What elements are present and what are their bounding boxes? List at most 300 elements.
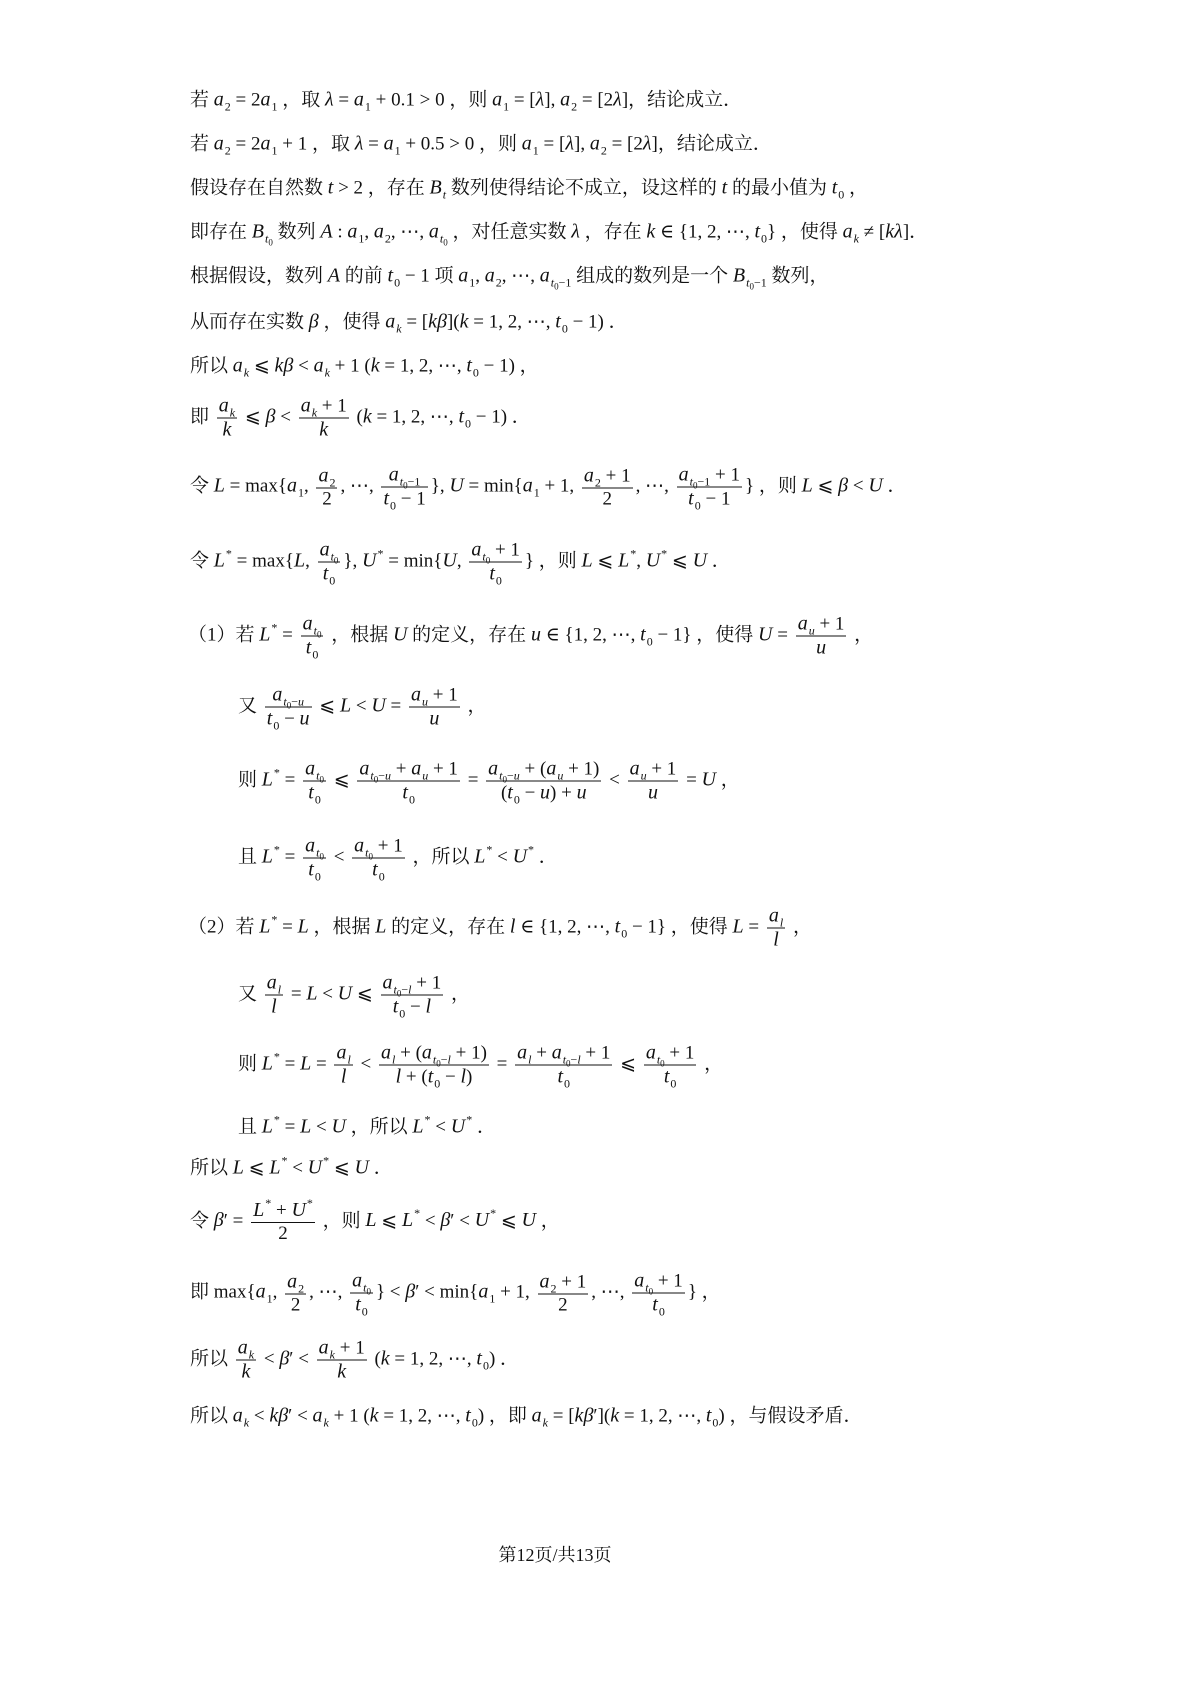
subscript: 0 <box>485 555 491 566</box>
math-symbol <box>557 1065 571 1091</box>
math-variable: k <box>323 1415 329 1430</box>
superscript: * <box>271 620 278 635</box>
text-run: < <box>420 1210 441 1232</box>
math-symbol <box>429 709 439 730</box>
text-run: ⩽ <box>667 550 693 572</box>
math-symbol <box>842 220 859 246</box>
superscript: * <box>273 765 280 780</box>
math-variable: L <box>269 1156 281 1179</box>
subscript: 0 <box>495 573 502 588</box>
math-variable: u <box>808 623 815 638</box>
math-variable: a <box>531 1404 542 1427</box>
fraction <box>334 1042 352 1089</box>
math-variable: t <box>754 220 761 243</box>
math-variable: t <box>387 264 394 287</box>
text-run: , <box>303 475 314 497</box>
math-symbol <box>758 624 772 645</box>
math-symbol <box>309 312 319 333</box>
fraction <box>486 758 601 805</box>
math-variable: L <box>412 1115 424 1138</box>
math-variable: u <box>385 768 391 783</box>
subscript: 2 <box>384 231 391 246</box>
math-variable: L <box>375 915 387 938</box>
math-symbol <box>370 1406 379 1427</box>
fraction-numerator <box>379 1041 489 1069</box>
fraction-denominator <box>381 487 427 511</box>
math-symbol <box>359 757 391 785</box>
math-variable: t <box>689 474 693 489</box>
text-run: < <box>311 1116 332 1138</box>
fraction-denominator <box>628 781 679 805</box>
text-run: − <box>291 694 298 709</box>
math-variable: a <box>645 1041 656 1064</box>
math-symbol <box>269 1406 278 1427</box>
text-run: } < <box>375 1281 406 1303</box>
solution-line <box>238 972 470 1019</box>
text-run: ． <box>368 1157 393 1179</box>
text-run: 数列， <box>766 265 829 287</box>
text-run: ∈ {1, 2, ⋯, <box>540 624 641 646</box>
superscript: * <box>271 912 278 927</box>
math-variable: a <box>634 1269 645 1292</box>
math-symbol <box>353 88 371 114</box>
math-variable: β <box>279 1347 290 1370</box>
math-variable: a <box>381 1041 392 1064</box>
text-run: , ⋯, <box>501 265 540 287</box>
math-symbol <box>471 538 491 566</box>
math-symbol <box>831 176 845 202</box>
math-variable: U <box>371 694 386 717</box>
math-symbol <box>214 475 225 496</box>
fraction <box>644 1042 697 1089</box>
math-symbol <box>381 1348 390 1369</box>
text-run: = <box>462 769 484 791</box>
math-variable: t <box>316 768 320 783</box>
text-run: 假设存在自然数 <box>190 177 328 199</box>
subscript: 0 <box>658 1304 665 1319</box>
math-variable: u <box>576 781 587 804</box>
math-symbol <box>261 765 280 791</box>
math-symbol <box>450 1112 473 1138</box>
math-symbol <box>838 475 848 496</box>
math-variable: a <box>260 88 271 111</box>
fraction-denominator <box>265 995 283 1019</box>
text-run: + 1 <box>411 972 442 994</box>
math-variable: l <box>271 995 277 1018</box>
text-run: ≠ [ <box>858 221 886 243</box>
subscript: 0 <box>390 498 396 513</box>
subscript: 0 <box>646 634 653 649</box>
math-variable: a <box>428 220 439 243</box>
text-run: , ⋯, <box>390 221 429 243</box>
math-symbol <box>705 1404 719 1430</box>
text-run: = 1, 2, ⋯, <box>379 355 467 377</box>
math-symbol <box>286 474 304 500</box>
superscript: * <box>466 1112 473 1127</box>
text-run: ， <box>699 1053 724 1075</box>
math-symbol <box>458 264 476 290</box>
text-run: 若 <box>190 133 214 155</box>
superscript: * <box>306 1196 313 1210</box>
text-run: ，所以 <box>407 846 475 868</box>
math-variable: a <box>382 971 393 994</box>
math-symbol <box>291 1196 313 1221</box>
fraction <box>379 1042 489 1089</box>
math-variable: a <box>629 757 640 780</box>
text-run: ( <box>369 1348 381 1370</box>
text-run: ′ < <box>289 1348 314 1370</box>
fraction <box>381 464 427 511</box>
fraction-denominator <box>538 1293 589 1316</box>
math-variable: t <box>363 1280 367 1295</box>
subscript: 0 <box>472 365 479 380</box>
text-run: ], <box>574 133 590 155</box>
subscript: 0 <box>403 480 408 491</box>
fraction-numerator <box>677 463 742 491</box>
text-run: 2 <box>602 488 613 509</box>
subscript: 0 <box>319 774 324 785</box>
math-symbol <box>868 475 882 496</box>
subscript <box>499 769 520 783</box>
math-variable: t <box>355 1293 361 1316</box>
math-symbol <box>355 1158 369 1179</box>
math-symbol <box>255 1280 273 1306</box>
subscript: 0 <box>434 1076 441 1091</box>
math-variable: a <box>522 474 533 497</box>
math-symbol <box>583 1406 593 1427</box>
text-run: ，则 <box>317 1210 366 1232</box>
solution-line <box>190 1270 721 1317</box>
fraction-numerator <box>469 538 522 566</box>
math-symbol <box>278 983 281 997</box>
math-symbol <box>693 550 707 571</box>
subscript: 0 <box>670 1076 677 1091</box>
text-run: = 1, 2, ⋯, <box>389 1348 477 1370</box>
fraction-numerator <box>381 463 427 491</box>
math-variable: a <box>336 1041 347 1064</box>
math-variable: L <box>300 1052 312 1075</box>
math-symbol <box>645 1041 665 1069</box>
subscript: 0 <box>399 1006 406 1021</box>
text-run: −1 <box>697 474 711 489</box>
math-variable: β <box>583 1404 594 1427</box>
math-variable: A <box>327 264 340 287</box>
page-footer: 第12页/共13页 <box>498 1545 612 1565</box>
math-symbol <box>539 1270 557 1295</box>
text-run: + 1 <box>334 1337 365 1359</box>
math-variable: a <box>255 1280 266 1303</box>
fraction-denominator <box>236 1360 256 1384</box>
math-variable: l <box>340 1065 347 1088</box>
text-run: ⩽ <box>240 406 266 428</box>
subscript: 0 <box>502 774 507 785</box>
fraction-numerator <box>350 1269 373 1297</box>
text-run: , ⋯, <box>635 475 674 497</box>
subscript: 0 <box>692 480 698 491</box>
math-variable: a <box>218 394 229 417</box>
fraction-denominator <box>486 781 601 805</box>
text-run: , <box>475 265 485 287</box>
fraction-numerator <box>582 464 633 487</box>
math-symbol <box>643 134 652 155</box>
math-variable: t <box>640 623 646 646</box>
math-symbol <box>474 842 493 868</box>
text-run: ) + <box>550 782 577 804</box>
subscript <box>657 1053 665 1067</box>
fraction-numerator <box>796 613 847 636</box>
math-variable: u <box>513 768 520 783</box>
text-run: + 1, <box>495 1281 535 1303</box>
math-symbol <box>565 134 574 155</box>
text-run: 的定义，存在 <box>386 916 510 938</box>
math-variable: a <box>287 1270 298 1292</box>
math-symbol <box>521 132 539 158</box>
math-symbol <box>230 406 235 420</box>
math-symbol <box>629 757 647 783</box>
text-run: = [ <box>548 1405 575 1427</box>
math-symbol <box>733 916 744 937</box>
text-run: ⩽ <box>615 1053 641 1075</box>
text-run: ⩽ <box>376 1210 402 1232</box>
math-variable: l <box>392 1052 396 1067</box>
math-variable: t <box>705 1404 712 1427</box>
math-variable: λ <box>565 132 574 155</box>
fraction-numerator <box>303 757 326 785</box>
math-symbol <box>442 550 456 571</box>
text-run: 又 <box>238 983 262 1005</box>
math-variable: l <box>347 1052 351 1067</box>
text-run: 所以 <box>190 1348 233 1370</box>
fraction-denominator <box>316 487 337 510</box>
math-symbol <box>294 550 305 571</box>
text-run: , ⋯, <box>340 475 379 497</box>
math-symbol <box>336 1041 351 1067</box>
math-variable: a <box>213 132 224 155</box>
math-symbol <box>308 781 321 807</box>
math-symbol <box>253 1196 272 1221</box>
text-run: ⩽ <box>329 1157 355 1179</box>
math-variable: a <box>318 1336 329 1359</box>
subscript <box>440 232 448 246</box>
fraction-numerator <box>316 464 337 487</box>
subscript: 1 <box>271 99 278 114</box>
superscript: * <box>377 546 384 561</box>
subscript: 0 <box>273 718 280 733</box>
math-variable: a <box>488 757 499 780</box>
math-variable: u <box>530 623 541 646</box>
solution-line <box>190 1155 393 1182</box>
solution-line <box>190 219 928 246</box>
math-variable: L <box>213 474 225 497</box>
fraction-numerator <box>357 757 460 785</box>
text-run: < <box>355 1053 377 1075</box>
math-symbol <box>466 354 479 380</box>
subscript <box>400 475 421 489</box>
math-variable: a <box>484 264 495 287</box>
subscript: 0 <box>621 926 628 941</box>
fraction <box>301 613 324 660</box>
math-symbol <box>546 757 564 783</box>
subscript <box>645 1281 653 1295</box>
fraction-denominator <box>251 1222 315 1245</box>
text-run: ⩽ <box>243 1157 270 1179</box>
superscript: * <box>424 1112 431 1127</box>
math-symbol <box>232 354 250 380</box>
text-run: − 1) ． <box>471 406 531 428</box>
math-symbol <box>577 783 587 804</box>
text-run: ，对任意实数 <box>447 221 572 243</box>
math-variable: t <box>372 858 378 881</box>
math-variable: a <box>551 1041 562 1064</box>
text-run: } ，使得 <box>767 221 843 243</box>
text-run: ∈ {1, 2, ⋯, <box>655 221 755 243</box>
fraction <box>265 684 312 731</box>
math-variable: t <box>476 1347 482 1370</box>
math-variable: a <box>302 612 313 635</box>
solution-line <box>190 263 829 290</box>
text-run: − <box>378 768 385 783</box>
math-variable: t <box>656 1052 661 1067</box>
text-run: ) ，与假设矛盾． <box>718 1405 863 1427</box>
math-variable: u <box>297 694 304 709</box>
math-symbol <box>237 1336 255 1362</box>
math-variable: L <box>232 1156 244 1179</box>
math-variable: t <box>365 845 369 860</box>
text-run: + 1 <box>580 1042 611 1064</box>
math-symbol <box>371 695 385 716</box>
text-run: − 1) ， <box>478 355 539 377</box>
text-run: ]( <box>446 311 460 333</box>
fraction-numerator <box>236 1337 256 1360</box>
fraction-denominator <box>299 418 349 442</box>
math-variable: a <box>237 1336 248 1359</box>
math-symbol <box>316 769 324 783</box>
text-run: 所以 <box>190 1405 233 1427</box>
math-symbol <box>381 1041 396 1067</box>
subscript: 0 <box>443 237 448 248</box>
math-variable: u <box>557 768 564 783</box>
subscript <box>230 406 235 420</box>
fraction <box>357 758 460 805</box>
math-variable: k <box>370 354 380 377</box>
text-run: = <box>286 983 307 1005</box>
fraction-denominator <box>796 636 847 660</box>
math-variable: a <box>319 538 330 561</box>
text-run: ． <box>882 475 907 497</box>
text-run: 令 <box>190 475 214 497</box>
math-variable: β <box>283 354 294 377</box>
math-variable: k <box>574 1404 584 1427</box>
fraction-denominator <box>632 1293 685 1317</box>
text-run: 则 <box>238 1053 262 1075</box>
text-run: ) ，即 <box>477 1405 532 1427</box>
math-variable: t <box>327 176 334 199</box>
math-variable: a <box>286 474 297 497</box>
math-variable: λ <box>642 132 652 155</box>
subscript: 0 <box>394 275 401 290</box>
math-symbol <box>251 220 273 248</box>
subscript: 0 <box>838 187 845 202</box>
text-run: , <box>364 221 374 243</box>
math-variable: t <box>746 275 750 290</box>
math-symbol <box>614 915 628 941</box>
text-run: 组成的数列是一个 <box>571 265 733 287</box>
text-run: ⩽ <box>352 983 378 1005</box>
fraction <box>469 539 522 586</box>
math-symbol <box>560 88 578 114</box>
text-run: ⩽ <box>812 475 839 497</box>
text-run: − <box>405 996 426 1018</box>
superscript: * <box>490 1206 497 1221</box>
math-variable: a <box>458 264 469 287</box>
text-run: = <box>363 133 384 155</box>
math-variable: t <box>489 562 495 585</box>
text-run: } ，则 <box>524 550 582 572</box>
subscript: 2 <box>594 475 601 489</box>
fraction <box>236 1337 256 1384</box>
text-run: = 2 <box>230 89 261 111</box>
text-run: 从而存在实数 <box>190 311 309 333</box>
math-variable: β <box>308 310 319 333</box>
subscript: 0 <box>319 851 324 862</box>
text-run: = [2 <box>606 133 643 155</box>
subscript: 2 <box>298 1281 305 1295</box>
math-symbol <box>393 624 407 645</box>
math-symbol <box>363 1281 371 1295</box>
math-symbol <box>305 636 319 662</box>
math-symbol <box>337 1362 346 1383</box>
math-variable: t <box>562 1052 567 1067</box>
superscript: * <box>486 842 493 857</box>
text-run: = <box>277 916 298 938</box>
math-variable: L <box>300 1115 312 1138</box>
math-variable: a <box>589 132 600 155</box>
math-variable: β <box>213 1209 224 1232</box>
text-run: ( <box>500 782 508 804</box>
math-variable: U <box>692 549 708 572</box>
text-run: + 1 <box>317 395 347 417</box>
math-symbol <box>634 1269 654 1297</box>
fraction <box>381 972 444 1019</box>
text-run: − <box>507 768 514 783</box>
subscript: 0 <box>513 792 520 807</box>
math-variable: a <box>300 394 311 417</box>
text-run: = 1, 2, ⋯, <box>371 406 459 428</box>
math-variable: k <box>243 1415 250 1430</box>
math-symbol <box>306 983 317 1004</box>
math-variable: a <box>305 757 316 780</box>
fraction-numerator <box>767 905 785 928</box>
fraction-numerator <box>538 1270 589 1293</box>
text-run: , <box>456 550 467 572</box>
text-run: = <box>279 1053 301 1075</box>
subscript <box>690 475 711 489</box>
math-variable: λ <box>571 220 580 243</box>
text-run: = [2 <box>577 89 614 111</box>
subscript <box>316 846 324 860</box>
text-run: −1 <box>753 275 767 290</box>
math-variable: L <box>297 915 309 938</box>
text-run: 所以 <box>190 355 233 377</box>
text-run: < <box>351 695 372 717</box>
math-variable: t <box>555 310 561 333</box>
math-variable: t <box>308 781 314 804</box>
math-variable: k <box>229 405 236 420</box>
text-run: ]，结论成立． <box>621 89 743 111</box>
subscript <box>363 1281 371 1295</box>
math-variable: t <box>507 781 513 804</box>
fraction <box>251 1196 315 1245</box>
